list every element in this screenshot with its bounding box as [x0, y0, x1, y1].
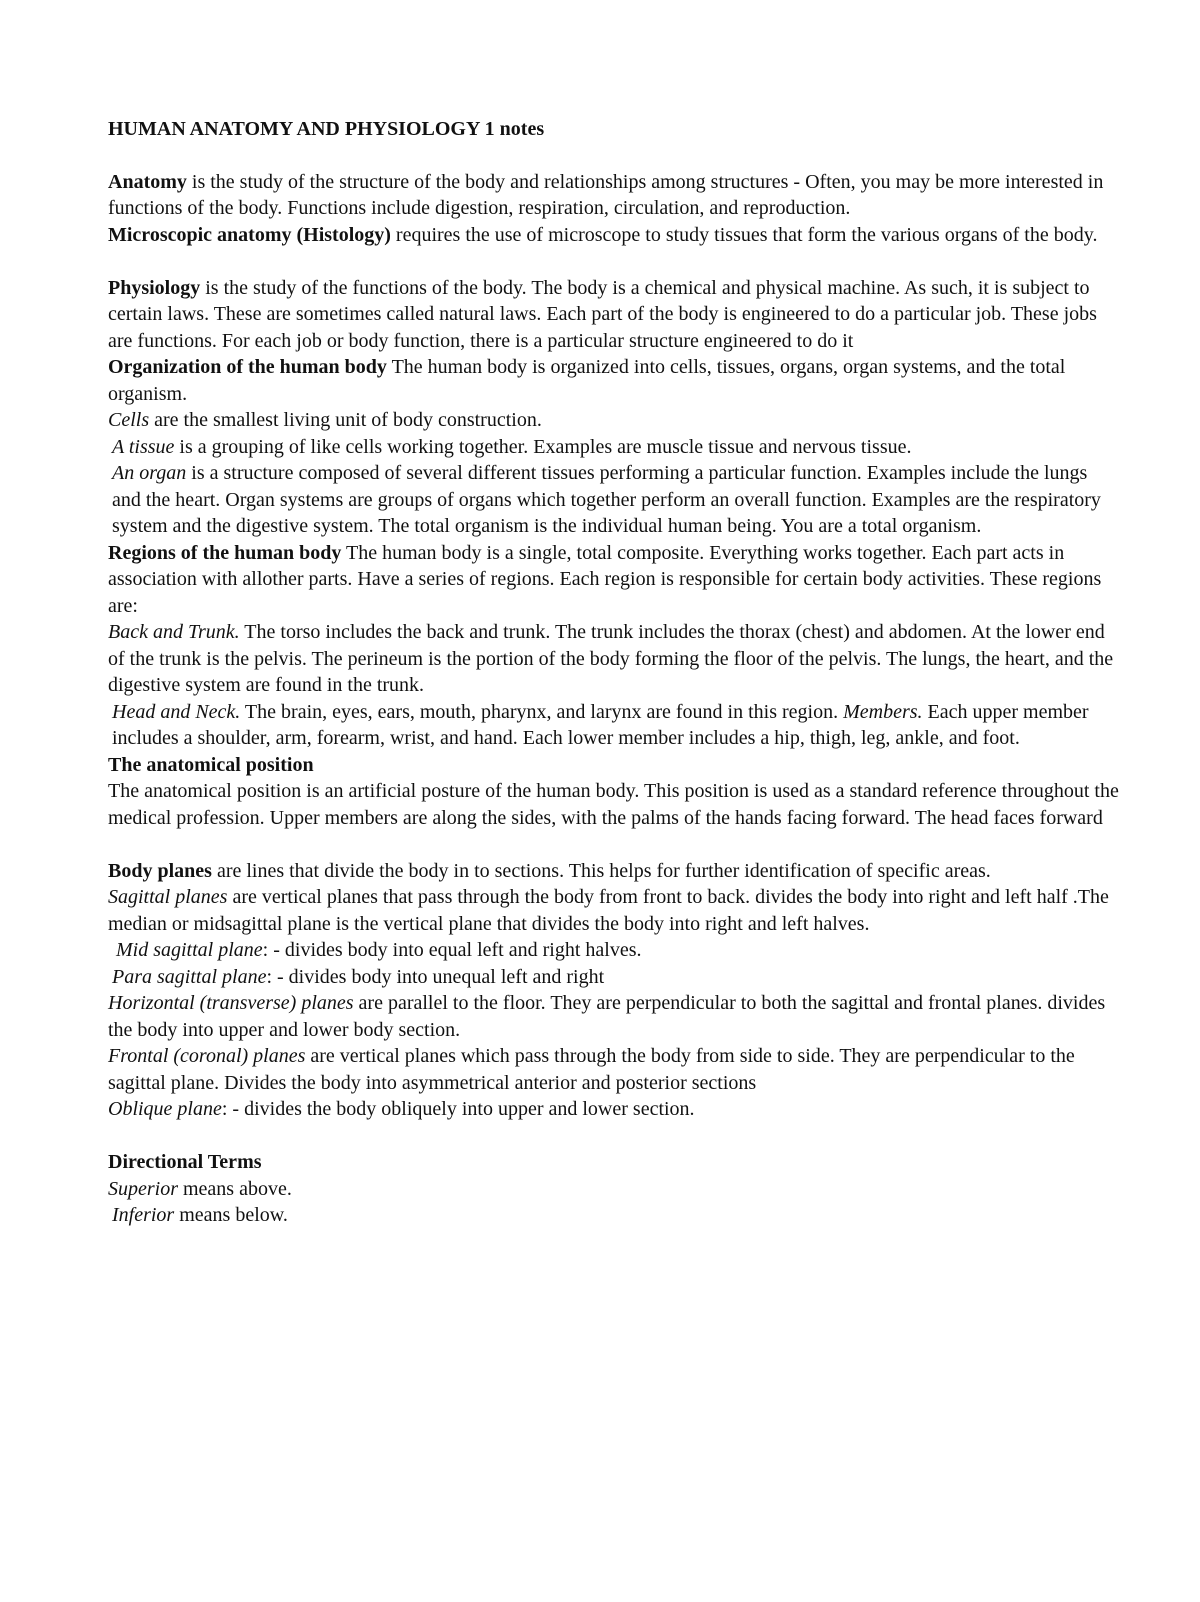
term-organ: An organ [112, 462, 187, 484]
text-microscopic-anatomy: requires the use of microscope to study tissues that form the various organs of the body. [390, 223, 1098, 246]
text-organization: The human body is organized into cells, tissues, organs, organ systems, and the total organism. [108, 356, 1066, 405]
paragraph-cells [108, 407, 1120, 434]
text-physiology: is the study of the functions of the body. The body is a chemical and physical machine. As such, it is subject to certain laws. These are sometimes called natural laws. Each part of the body is engineered to do a particular job. These jobs are functions. For each job or body function, there is a particular structure engineered to do it [108, 276, 1097, 352]
term-horizontal: Horizontal (transverse) planes [108, 992, 354, 1014]
term-organization: Organization of the human body [108, 356, 387, 378]
paragraph-horizontal [108, 990, 1120, 1043]
text-sagittal: are vertical planes that pass through the body from front to back. divides the body into right and left half .The median or midsagittal plane is the vertical plane that divides the body into right and left halves. [108, 886, 1109, 935]
term-body-planes: Body planes [108, 859, 212, 882]
term-mid-sagittal: Mid sagittal plane [116, 939, 263, 961]
paragraph-back-trunk [108, 619, 1120, 699]
paragraph-mid-sagittal [108, 937, 1120, 964]
term-tissue: A tissue [112, 435, 175, 458]
paragraph-head-neck [108, 699, 1120, 752]
text-mid-sagittal: : - divides body into equal left and right halves. [262, 939, 642, 961]
paragraph-anatomical-position: The anatomical position is an artificial posture of the human body. This position is used as a standard reference throughout the medical profession. Upper members are along the sides, with the palms of the hands facing forward. The head faces forward [108, 780, 1119, 829]
text-back-trunk: The torso includes the back and trunk. The trunk includes the thorax (chest) and abdomen. At the lower end of the trunk is the pelvis. The perineum is the portion of the body forming the floor of the pelvis. The lungs, the heart, and the digestive system are found in the trunk. [108, 621, 1114, 696]
term-frontal: Frontal (coronal) planes [108, 1045, 306, 1067]
text-horizontal: are parallel to the floor. They are perpendicular to both the sagittal and frontal planes. divides the body into upper and lower body section. [108, 992, 1106, 1041]
paragraph-physiology [108, 275, 1120, 355]
paragraph-superior [108, 1176, 1120, 1203]
term-superior: Superior [108, 1177, 178, 1200]
term-back-trunk: Back and Trunk. [108, 621, 240, 643]
text-body-planes: are lines that divide the body in to sections. This helps for further identification of specific areas. [211, 859, 991, 882]
term-sagittal: Sagittal planes [108, 886, 228, 908]
heading-directional-terms-text: Directional Terms [108, 1151, 262, 1173]
text-organ: is a structure composed of several different tissues performing a particular function. Examples include the lungs and the heart. Organ systems are groups of organs which together perform an overall function. Examples are the respiratory system and the digestive system. The total organism is the individual human being. You are a total organism. [112, 462, 1101, 537]
term-members: Members. [843, 700, 923, 723]
text-superior: means above. [178, 1177, 292, 1200]
term-oblique: Oblique plane [108, 1098, 222, 1120]
text-tissue: is a grouping of like cells working together. Examples are muscle tissue and nervous tissue. [174, 435, 912, 458]
heading-anatomical-position [108, 752, 1120, 779]
term-regions: Regions of the human body [108, 541, 342, 564]
text-members: Each upper member includes a shoulder, arm, forearm, wrist, and hand. Each lower member includes a hip, thigh, leg, ankle, and foot. [112, 700, 1089, 749]
text-oblique: : - divides the body obliquely into upper and lower section. [221, 1098, 695, 1120]
paragraph-inferior [108, 1202, 1120, 1229]
text-head-neck: The brain, eyes, ears, mouth, pharynx, and larynx are found in this region. [240, 700, 844, 723]
paragraph-regions [108, 540, 1120, 620]
paragraph-organ [108, 460, 1120, 540]
paragraph-tissue [108, 434, 1120, 461]
spacer [108, 831, 1120, 858]
term-anatomy: Anatomy [108, 170, 187, 193]
text-regions: The human body is a single, total composite. Everything works together. Each part acts in association with allother parts. Have a series of regions. Each region is responsible for certain body activities. These regions are: [108, 541, 1102, 617]
paragraph-oblique [108, 1096, 1120, 1123]
paragraph-anatomy [108, 169, 1120, 222]
paragraph-body-planes [108, 858, 1120, 885]
paragraph-sagittal [108, 884, 1120, 937]
term-cells: Cells [108, 409, 150, 431]
spacer [108, 248, 1120, 275]
spacer [108, 1123, 1120, 1150]
document-title: HUMAN ANATOMY AND PHYSIOLOGY 1 notes [108, 118, 545, 140]
paragraph-para-sagittal [108, 964, 1120, 991]
term-inferior: Inferior [112, 1204, 175, 1226]
text-anatomy: is the study of the structure of the body and relationships among structures - Often, you may be more interested in functions of the body. Functions include digestion, respiration, circulation, and reproduction. [108, 170, 1104, 219]
paragraph-microscopic-anatomy [108, 222, 1120, 249]
text-inferior: means below. [174, 1204, 288, 1226]
heading-anatomical-position-text: The anatomical position [108, 753, 314, 776]
paragraph-organization [108, 354, 1120, 407]
text-para-sagittal: : - divides body into unequal left and right [266, 965, 605, 988]
term-head-neck: Head and Neck. [112, 700, 241, 723]
term-microscopic-anatomy: Microscopic anatomy (Histology) [108, 223, 391, 246]
text-frontal: are vertical planes which pass through the body from side to side. They are perpendicular to the sagittal plane. Divides the body into asymmetrical anterior and posterior sections [108, 1045, 1075, 1094]
text-cells: are the smallest living unit of body construction. [149, 409, 542, 431]
heading-directional-terms [108, 1149, 1120, 1176]
paragraph-frontal [108, 1043, 1120, 1096]
term-physiology: Physiology [108, 276, 201, 299]
term-para-sagittal: Para sagittal plane [112, 965, 267, 988]
